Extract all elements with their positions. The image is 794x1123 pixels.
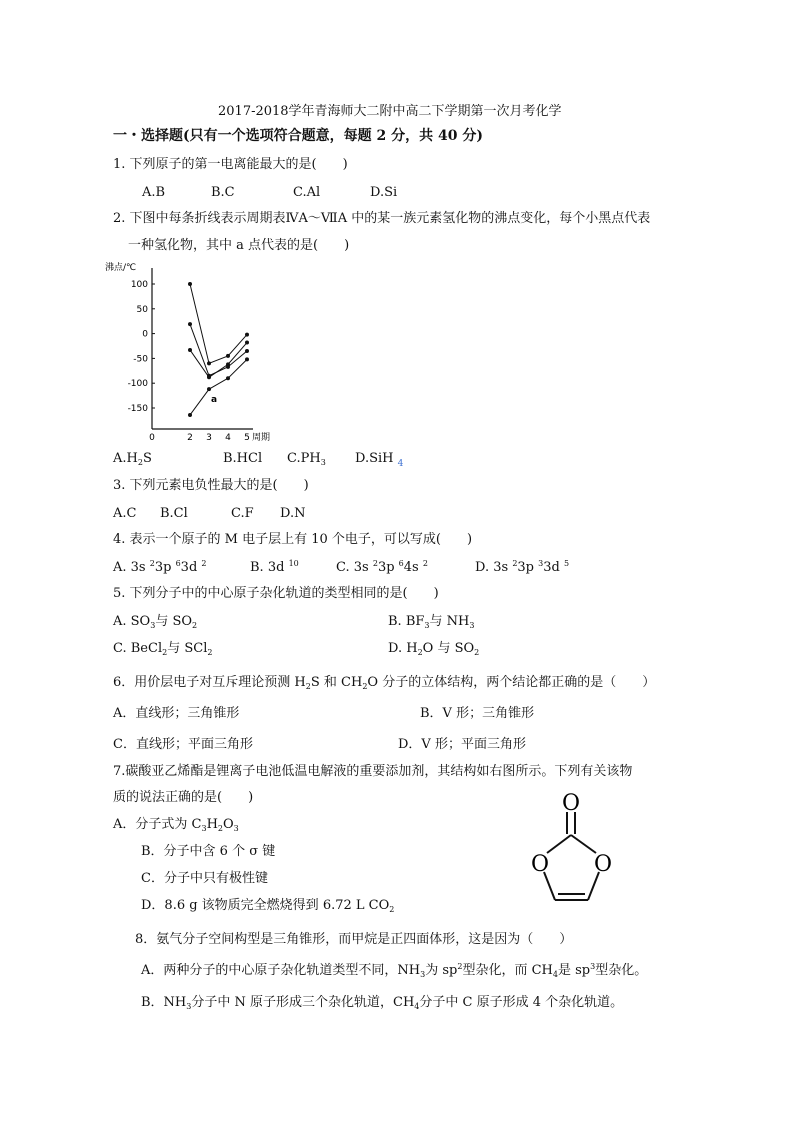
q7-option-c: C．分子中只有极性键 xyxy=(141,871,268,886)
chart-data-point xyxy=(245,333,249,337)
chart-series-line xyxy=(190,284,247,363)
q6-stem: 6．用价层电子对互斥理论预测 $H_2S$ 和 $CH_2O$ 分子的立体结构，两个结论都正确的是（ ） xyxy=(113,675,656,691)
q2-stem-line2: 一种氢化物，其中 a 点代表的是( ) xyxy=(128,238,350,253)
chart-x-axis-label: 周期 xyxy=(252,433,271,443)
chart-data-point xyxy=(226,354,230,358)
chart-data-point xyxy=(226,362,230,366)
q3-stem: 3. 下列元素电负性最大的是( ) xyxy=(113,478,309,493)
page-title: 2017-2018学年青海师大二附中高二下学期第一次月考化学 xyxy=(218,104,562,119)
q5-option-d: D. $H_2O$ 与 $SO_2$ xyxy=(388,641,480,657)
q7-option-a: A．分子式为 $C_3H_2O_3$ xyxy=(113,817,239,833)
q2-option-c: $C.PH_3$ xyxy=(287,451,326,467)
atom-o-ring-left: O xyxy=(530,852,550,877)
q2-option-a: $A.H_2S$ xyxy=(113,451,152,467)
atom-o-carbonyl: O xyxy=(561,791,581,816)
q2-stem-line1: 2. 下图中每条折线表示周期表ⅣA～ⅦA 中的某一族元素氢化物的沸点变化，每个小黑点代表 xyxy=(113,211,651,226)
q2-option-b: B.HCl xyxy=(223,451,263,466)
q6-option-a: A．直线形；三角锥形 xyxy=(113,706,240,721)
chart-data-point xyxy=(245,357,249,361)
q7-stem-line2: 质的说法正确的是( ) xyxy=(113,790,254,805)
chart-data-point xyxy=(207,375,211,379)
q4-option-c: C. 3s $^2$3p $^6$4s $^2$ xyxy=(336,559,428,575)
vinylene-carbonate-structure xyxy=(520,790,630,910)
chart-y-tick-label: -100 xyxy=(127,379,148,390)
q5-option-a: A. $SO_3$与 $SO_2$ xyxy=(113,614,198,630)
chart-y-axis-label: 沸点/℃ xyxy=(105,263,137,273)
section-heading: 一・选择题(只有一个选项符合题意，每题 2 分，共 40 分) xyxy=(113,128,483,144)
chart-annotation-a: a xyxy=(211,395,218,406)
chart-y-tick-label: 100 xyxy=(130,280,148,290)
chart-data-point xyxy=(207,361,211,365)
q8-option-b: B．$NH_3$分子中 N 原子形成三个杂化轨道，$CH_4$分子中 C 原子形成 4 个杂化轨道。 xyxy=(141,995,624,1011)
q7-stem-line1: 7.碳酸亚乙烯酯是锂离子电池低温电解液的重要添加剂，其结构如右图所示。下列有关该物 xyxy=(113,764,633,779)
q3-option-b: B.Cl xyxy=(160,506,188,521)
q6-option-c: C．直线形；平面三角形 xyxy=(113,737,253,752)
q1-option-a: A.B xyxy=(142,185,166,200)
chart-data-point xyxy=(207,387,211,391)
q1-option-c: C.Al xyxy=(293,185,321,200)
q6-option-b: B．V 形；三角锥形 xyxy=(420,706,535,721)
q4-stem: 4. 表示一个原子的 M 电子层上有 10 个电子，可以写成( ) xyxy=(113,532,473,547)
q2-option-d: D.SiH $_4$ xyxy=(355,451,404,469)
chart-data-point xyxy=(226,376,230,380)
q4-option-a: A. 3s $^2$3p $^6$3d $^2$ xyxy=(113,559,207,575)
chart-y-tick-label: -50 xyxy=(133,354,148,365)
q3-option-a: A.C xyxy=(113,506,137,521)
q5-option-c: C. BeCl$_2$与 SCl$_2$ xyxy=(113,641,213,657)
q7-option-b: B．分子中含 6 个 σ 键 xyxy=(141,844,276,859)
chart-x-tick-label: 0 xyxy=(149,433,155,443)
boiling-point-chart xyxy=(105,258,285,443)
q1-option-d: D.Si xyxy=(370,185,398,200)
chart-data-point xyxy=(245,341,249,345)
q8-stem: 8．氨气分子空间构型是三角锥形，而甲烷是正四面体形，这是因为（ ） xyxy=(135,932,573,947)
q8-option-a: A．两种分子的中心原子杂化轨道类型不同，$NH_3$为 $sp^2$型杂化，而 $CH_4$是 $sp^3$型杂化。 xyxy=(141,962,648,979)
q1-option-b: B.C xyxy=(211,185,235,200)
chart-data-point xyxy=(245,349,249,353)
chart-y-tick-label: 0 xyxy=(142,329,148,340)
chart-x-tick-label: 5 xyxy=(244,433,250,443)
chart-series-line xyxy=(190,359,247,415)
chart-x-tick-label: 3 xyxy=(206,433,212,443)
q1-stem: 1. 下列原子的第一电离能最大的是( ) xyxy=(113,157,348,172)
q3-option-d: D.N xyxy=(280,506,306,521)
q7-option-d: D．8.6 g 该物质完全燃烧得到 6.72 L $CO_2$ xyxy=(141,898,395,914)
chart-data-point xyxy=(188,322,192,326)
chart-x-tick-label: 2 xyxy=(187,433,193,443)
q5-option-b: B. $BF_3$与 $NH_3$ xyxy=(388,614,475,630)
q4-option-d: D. 3s $^2$3p $^3$3d $^5$ xyxy=(475,559,570,575)
chart-data-point xyxy=(188,413,192,417)
atom-o-ring-right: O xyxy=(593,852,613,877)
q6-option-d: D．V 形；平面三角形 xyxy=(398,737,526,752)
chart-x-tick-label: 4 xyxy=(225,433,231,443)
chart-data-point xyxy=(188,282,192,286)
chart-y-tick-label: 50 xyxy=(136,304,148,315)
chart-data-point xyxy=(188,348,192,352)
q5-stem: 5. 下列分子中的中心原子杂化轨道的类型相同的是( ) xyxy=(113,586,439,601)
chart-y-tick-label: -150 xyxy=(127,404,148,414)
q3-option-c: C.F xyxy=(231,506,254,521)
q4-option-b: B. 3d $^{10}$ xyxy=(250,559,299,575)
